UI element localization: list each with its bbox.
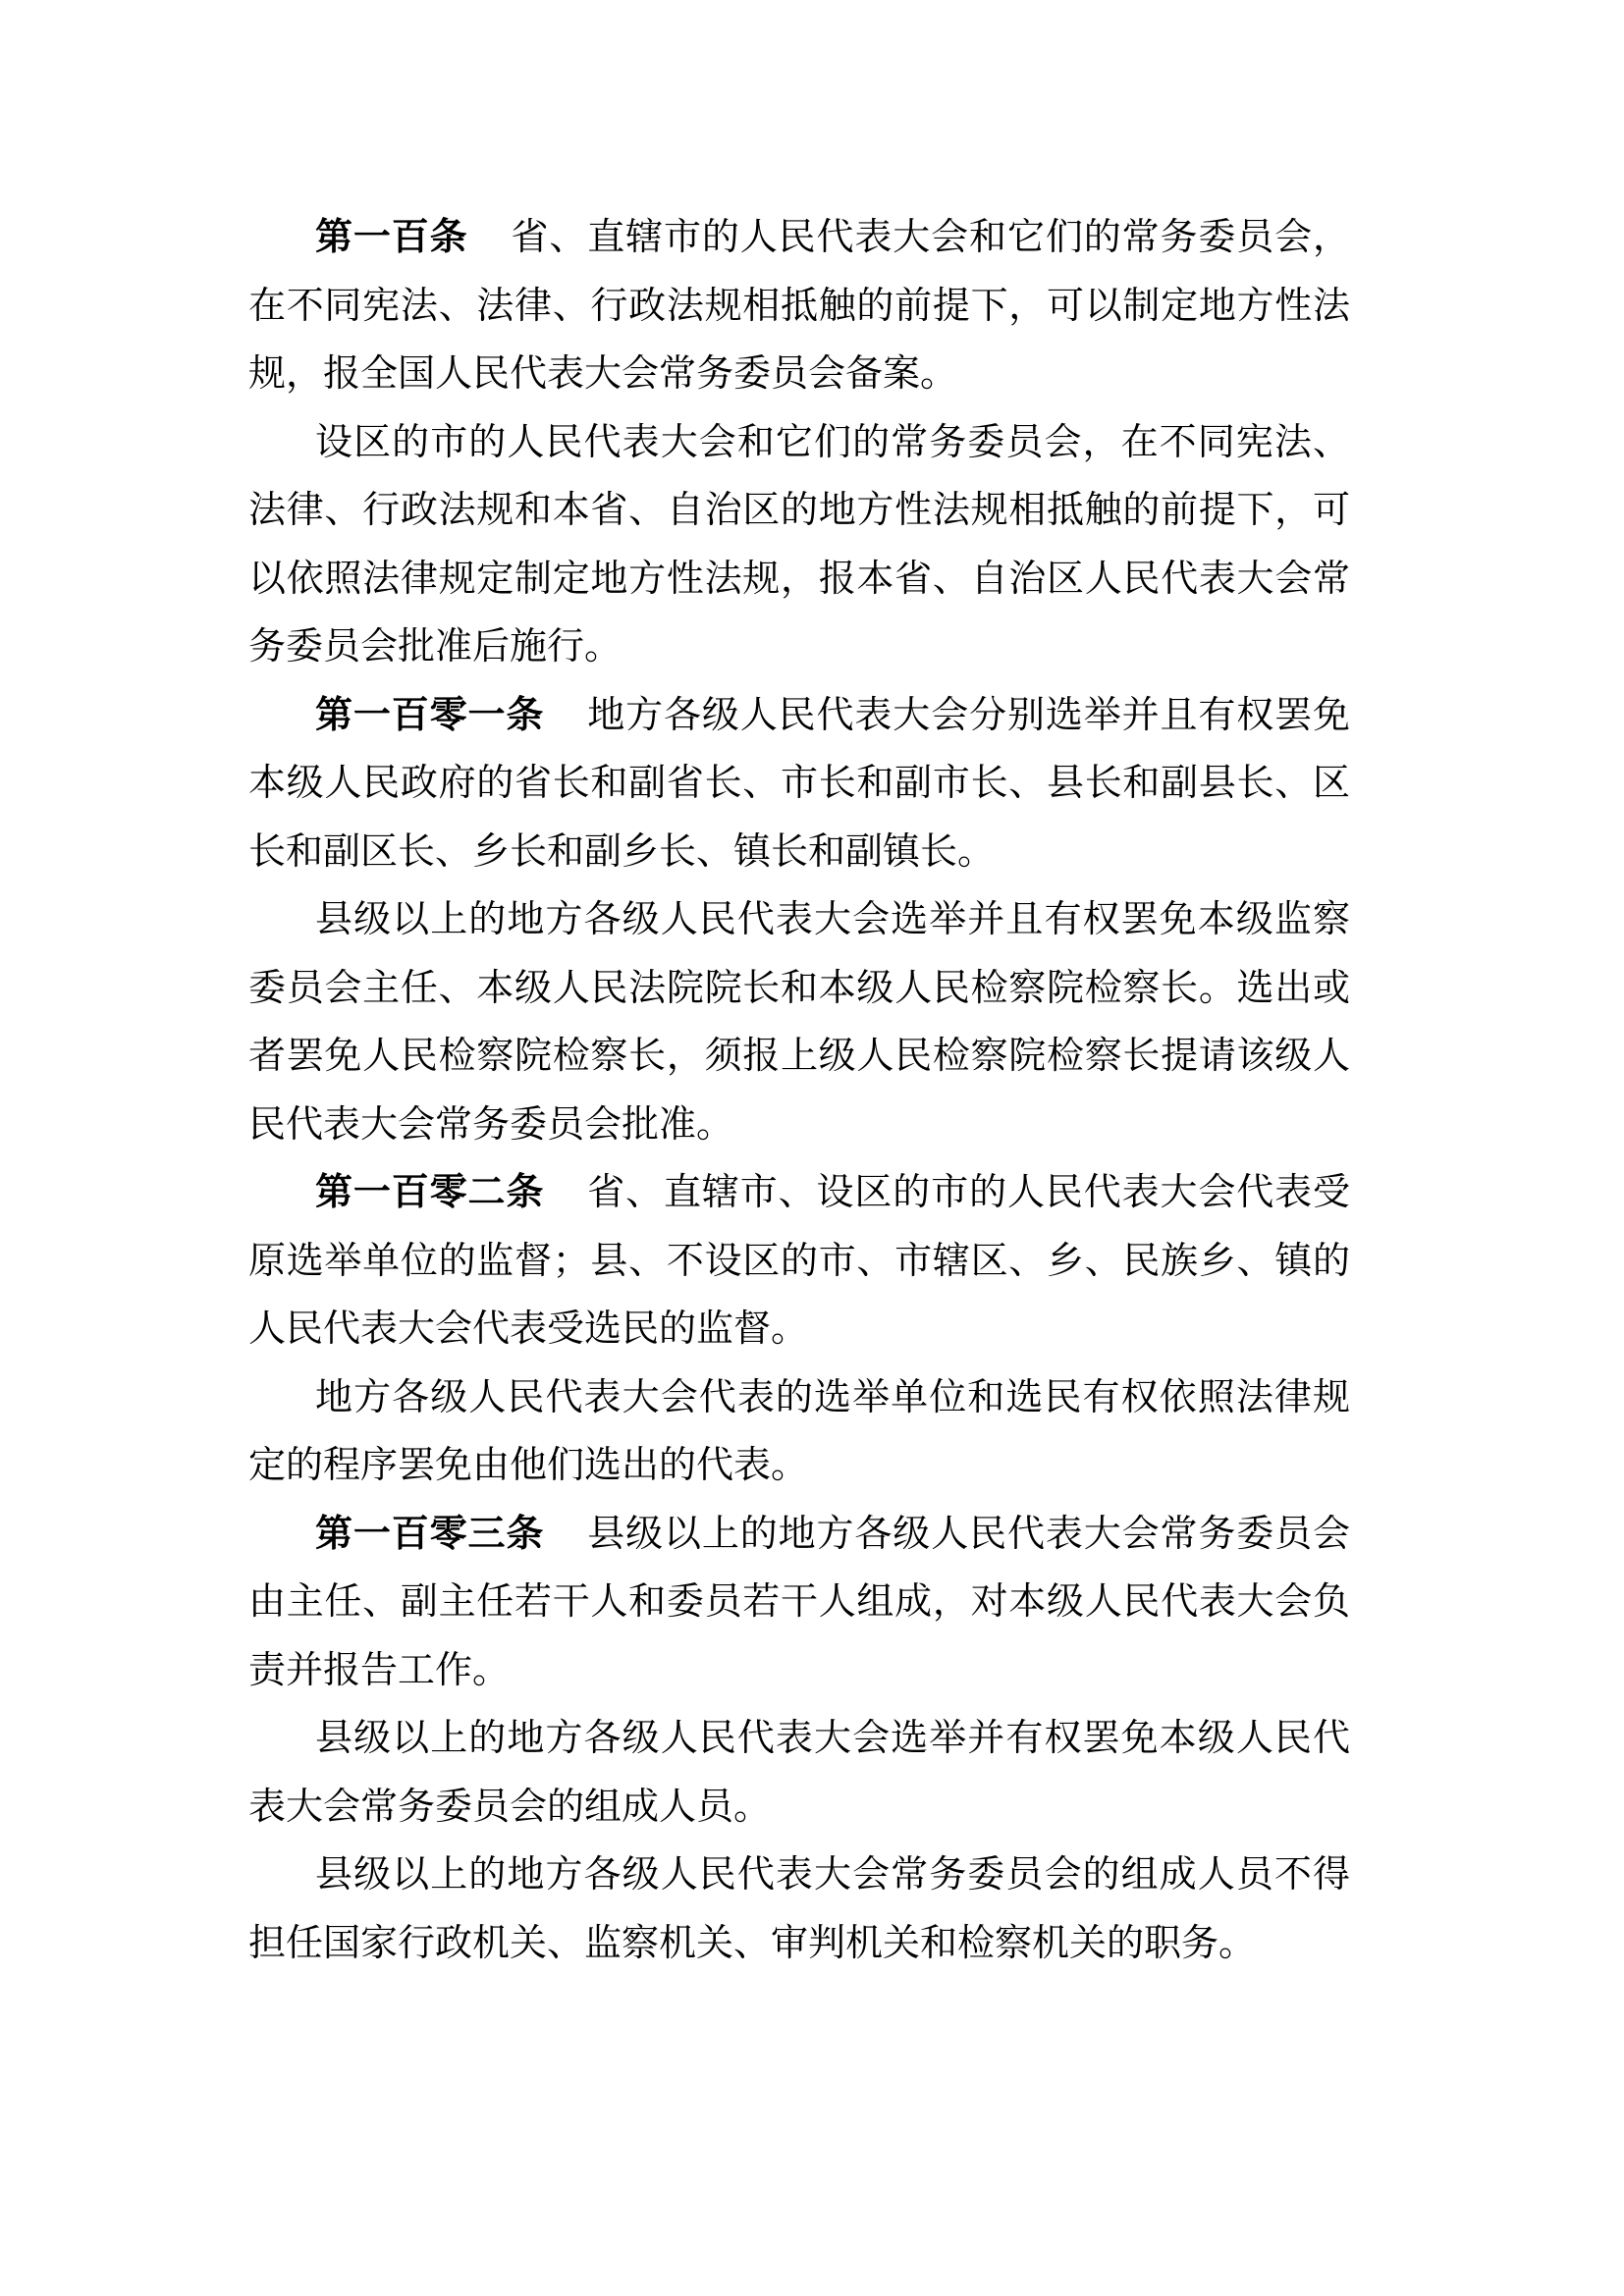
line-text: 本级人民政府的省长和副省长、市长和副市长、县长和副县长、区	[248, 763, 1350, 804]
text-line	[248, 886, 1350, 955]
line-text: 原选举单位的监督；县、不设区的市、市辖区、乡、民族乡、镇的	[248, 1240, 1350, 1282]
line-text: 法律、行政法规和本省、自治区的地方性法规相抵触的前提下，可	[248, 490, 1350, 531]
line-text: 委员会主任、本级人民法院院长和本级人民检察院检察长。选出或	[248, 967, 1350, 1009]
text-line	[248, 273, 1350, 342]
text-line	[248, 1159, 1350, 1228]
line-text: 者罢免人民检察院检察长，须报上级人民检察院检察长提请该级人	[248, 1036, 1350, 1077]
line-text: 县级以上的地方各级人民代表大会选举并且有权罢免本级监察	[315, 899, 1350, 940]
line-text: 由主任、副主任若干人和委员若干人组成，对本级人民代表大会负	[248, 1581, 1350, 1623]
text-line	[248, 1023, 1350, 1092]
line-text: 地方各级人民代表大会分别选举并且有权罢免	[587, 694, 1350, 736]
line-text: 务委员会批准后施行。	[248, 626, 623, 667]
article-number: 第一百条	[315, 217, 468, 258]
text-line	[248, 409, 1350, 478]
text-line	[248, 1501, 1350, 1570]
line-text: 在不同宪法、法律、行政法规相抵触的前提下，可以制定地方性法	[248, 285, 1350, 327]
line-text: 民代表大会常务委员会批准。	[248, 1103, 734, 1146]
line-text: 规，报全国人民代表大会常务委员会备案。	[248, 353, 958, 395]
line-text: 定的程序罢免由他们选出的代表。	[248, 1445, 809, 1486]
text-line	[248, 750, 1350, 819]
text-line	[248, 1092, 1350, 1160]
article-number: 第一百零三条	[315, 1513, 545, 1555]
line-text: 设区的市的人民代表大会和它们的常务委员会，在不同宪法、	[315, 421, 1350, 463]
text-line	[248, 1228, 1350, 1297]
text-line	[248, 1432, 1350, 1501]
text-line	[248, 614, 1350, 682]
document-body	[248, 204, 1350, 1978]
article-number: 第一百零一条	[315, 694, 545, 736]
text-line	[248, 1296, 1350, 1364]
line-text: 省、直辖市、设区的市的人民代表大会代表受	[587, 1172, 1350, 1213]
line-text: 担任国家行政机关、监察机关、审判机关和检察机关的职务。	[248, 1922, 1257, 1964]
line-text: 长和副区长、乡长和副乡长、镇长和副镇长。	[248, 830, 996, 873]
text-line	[248, 955, 1350, 1024]
line-text: 表大会常务委员会的组成人员。	[248, 1786, 772, 1828]
text-line	[248, 1637, 1350, 1706]
text-line	[248, 1774, 1350, 1842]
line-text: 县级以上的地方各级人民代表大会常务委员会	[587, 1513, 1350, 1555]
article-number: 第一百零二条	[315, 1172, 545, 1213]
text-line	[248, 1364, 1350, 1433]
line-text: 省、直辖市的人民代表大会和它们的常务委员会，	[511, 217, 1350, 258]
line-text: 以依照法律规定制定地方性法规，报本省、自治区人民代表大会常	[248, 558, 1350, 600]
line-text: 县级以上的地方各级人民代表大会常务委员会的组成人员不得	[315, 1854, 1350, 1896]
text-line	[248, 341, 1350, 409]
text-line	[248, 546, 1350, 614]
text-line	[248, 1910, 1350, 1979]
text-line	[248, 682, 1350, 751]
line-text: 县级以上的地方各级人民代表大会选举并有权罢免本级人民代	[315, 1718, 1350, 1759]
line-text: 人民代表大会代表受选民的监督。	[248, 1308, 809, 1350]
text-line	[248, 819, 1350, 887]
text-line	[248, 1569, 1350, 1637]
text-line	[248, 477, 1350, 546]
text-line	[248, 204, 1350, 273]
text-line	[248, 1705, 1350, 1774]
line-text: 责并报告工作。	[248, 1649, 511, 1691]
line-text: 地方各级人民代表大会代表的选举单位和选民有权依照法律规	[315, 1376, 1350, 1418]
text-line	[248, 1842, 1350, 1910]
